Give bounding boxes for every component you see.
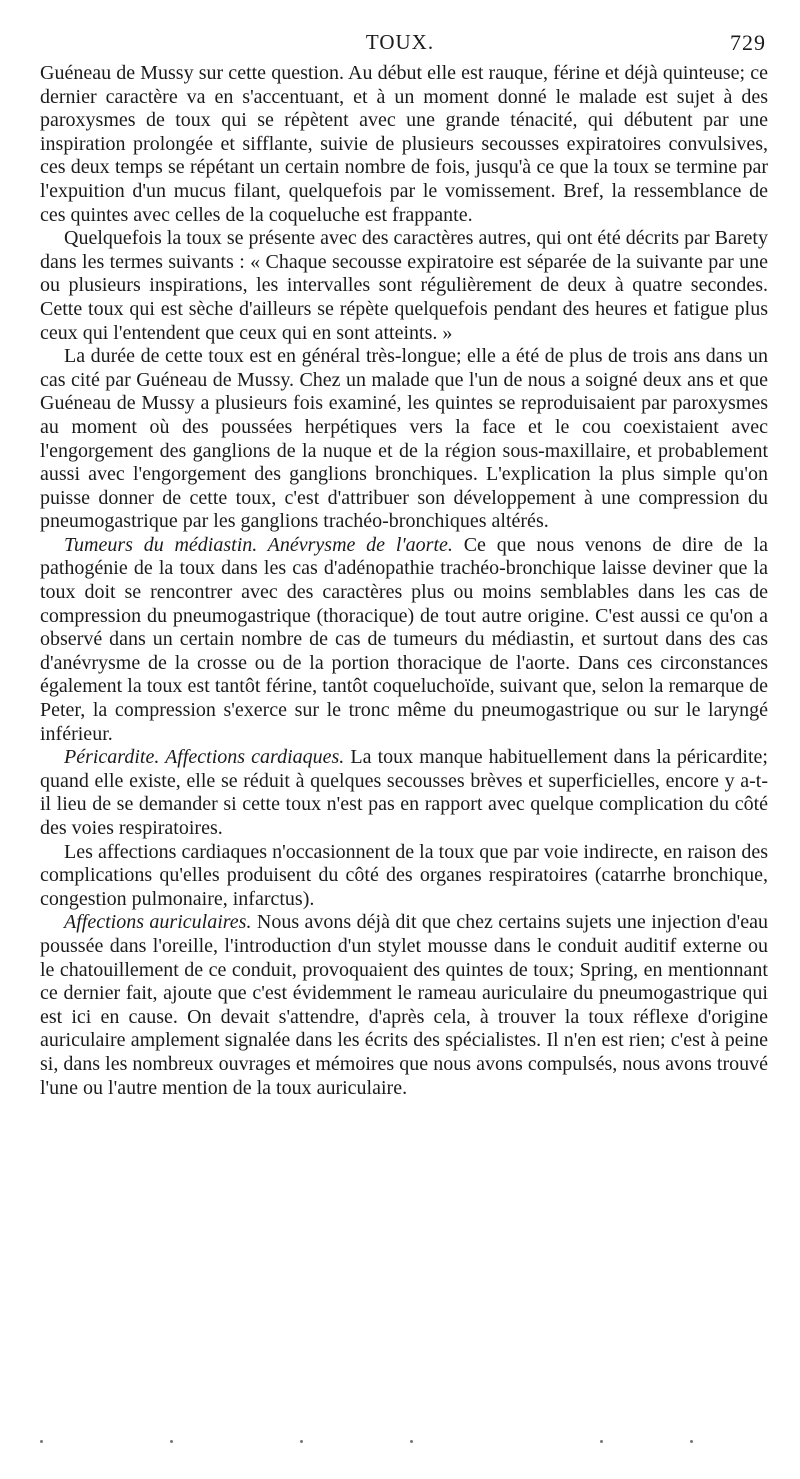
- paragraph: [40, 911, 768, 1100]
- running-header: [0, 30, 800, 58]
- paragraph: [40, 345, 768, 534]
- section-heading: Tumeurs du médiastin. Anévrysme de l'aorte.: [64, 533, 464, 556]
- scan-speck: [600, 1440, 603, 1443]
- paragraph: [40, 841, 768, 912]
- paragraph: [40, 227, 768, 345]
- scan-speck: [410, 1440, 413, 1443]
- scan-speck: [170, 1440, 173, 1443]
- scan-specks: [40, 1440, 768, 1452]
- page-number: 729: [730, 30, 766, 55]
- section-heading: Péricardite. Affections cardiaques.: [64, 746, 351, 769]
- scan-speck: [690, 1440, 693, 1443]
- paragraph-text: Les affections cardiaques n'occasionnent de la toux que par voie indirecte, en raison des complications qu'elles produisent du côté des organes respiratoires (catarrhe bronchique, congestion pulmonaire, infarctus).: [40, 840, 768, 910]
- page-body: [40, 62, 768, 1100]
- paragraph-text: Nous avons déjà dit que chez certains sujets une injection d'eau poussée dans l'oreille, l'introduction d'un stylet mousse dans le conduit auditif externe ou le chatouillement de ce conduit, provoquaient des quintes de toux; Spring, en mentionnant ce dernier fait, ajoute que c'est évidemment le rameau auriculaire du pneumogastrique qui est ici en cause. On devait s'attendre, d'après cela, à trouver la toux réflexe d'origine auriculaire amplement signalée dans les écrits des spécialistes. Il n'en est rien; c'est à peine si, dans les nombreux ouvrages et mémoires que nous avons compulsés, nous avons trouvé l'une ou l'autre mention de la toux auriculaire.: [40, 911, 769, 1099]
- paragraph: [40, 746, 768, 840]
- paragraph-text: La toux manque habituellement dans la péricardite; quand elle existe, elle se réduit à quelques secousses brèves et superficielles, encore y a-t-il lieu de se demander si cette toux n'est pas en rapport avec quelque complication du côté des voies respiratoires.: [40, 746, 768, 839]
- scan-speck: [300, 1440, 303, 1443]
- scan-speck: [40, 1440, 43, 1443]
- paragraph-text: La durée de cette toux est en général très-longue; elle a été de plus de trois ans dans un cas cité par Guéneau de Mussy. Chez un malade que l'un de nous a soigné deux ans et que Guéneau de Mussy a plusieurs fois examiné, les quintes se reproduisaient par paroxysmes au moment où des poussées herpétiques vers la face et le cou coexistaient avec l'engorgement des ganglions de la nuque et de la région sous-maxillaire, et probablement aussi avec l'engorgement des ganglions bronchiques. L'explication la plus simple qu'on puisse donner de cette toux, c'est d'attribuer son développement à une compression du pneumogastrique par les ganglions trachéo-bronchiques altérés.: [40, 345, 768, 533]
- paragraph: [40, 62, 768, 227]
- paragraph-text: Quelquefois la toux se présente avec des caractères autres, qui ont été décrits par Barety dans les termes suivants : « Chaque secousse expiratoire est séparée de la suivante par une ou plusieurs inspirations, les intervalles sont régulièrement de deux à quatre secondes. Cette toux qui est sèche d'ailleurs se répète quelquefois pendant des heures et fatigue plus ceux qui l'entendent que ceux qui en sont atteints. »: [40, 227, 768, 344]
- paragraph-text: Ce que nous venons de dire de la pathogénie de la toux dans les cas d'adénopathie trachéo-bronchique laisse deviner que la toux doit se rencontrer avec des caractères plus ou moins semblables dans les cas de compression du pneumogastrique (thoracique) de tout autre origine. C'est aussi ce qu'on a observé dans un certain nombre de cas de tumeurs du médiastin, et surtout dans des cas d'anévrysme de la crosse ou de la portion thoracique de l'aorte. Dans ces circonstances également la toux est tantôt férine, tantôt coqueluchoïde, suivant que, selon la remarque de Peter, la compression s'exerce sur le tronc même du pneumogastrique ou sur le laryngé inférieur.: [40, 533, 768, 745]
- running-title: TOUX.: [365, 30, 435, 54]
- section-heading: Affections auriculaires.: [64, 911, 257, 934]
- paragraph: [40, 534, 768, 746]
- paragraph-text: Guéneau de Mussy sur cette question. Au début elle est rauque, férine et déjà quinteuse; ce dernier caractère va en s'accentuant, et à un moment donné le malade est sujet à des paroxysmes de toux qui se répètent avec une grande ténacité, qui débutent par une inspiration prolongée et sifflante, suivie de plusieurs secousses expiratoires convulsives, ces deux temps se répétant un certain nombre de fois, jusqu'à ce que la toux se termine par l'expuition d'un mucus filant, quelquefois par le vomissement. Bref, la ressemblance de ces quintes avec celles de la coqueluche est frappante.: [40, 62, 768, 226]
